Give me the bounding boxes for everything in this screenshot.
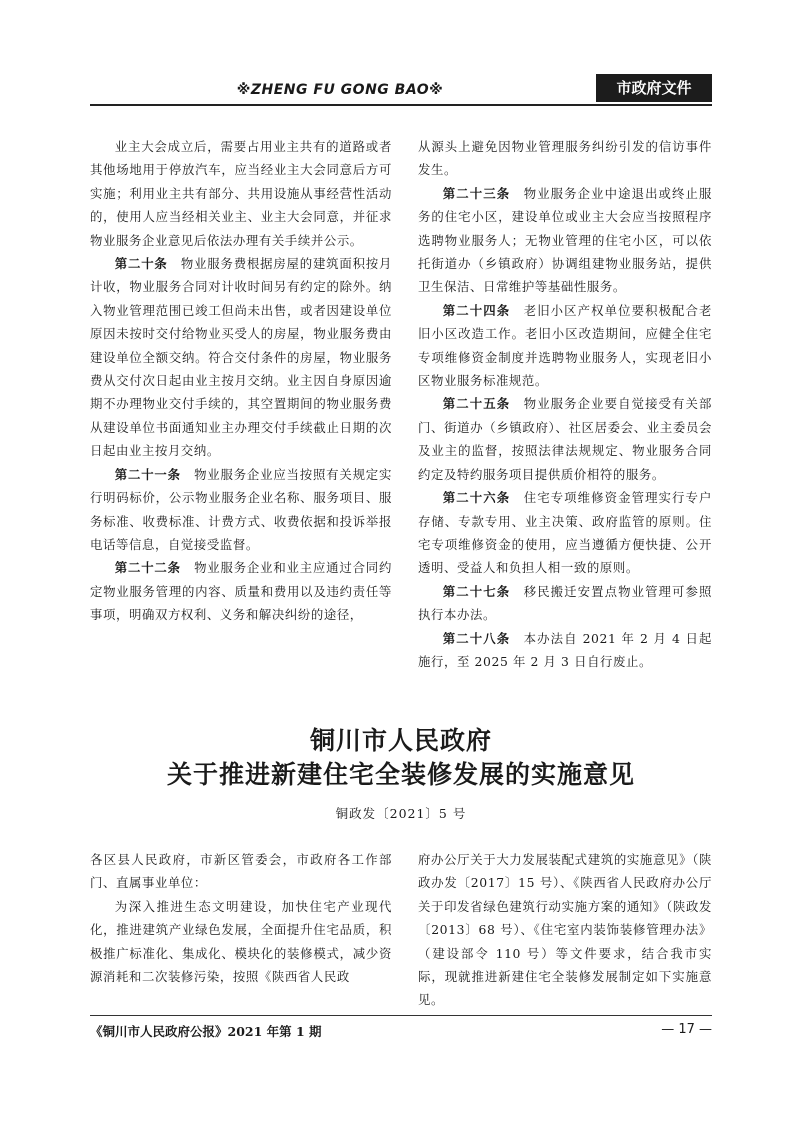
article-heading: 第二十六条 bbox=[442, 490, 511, 506]
article-21 bbox=[90, 463, 392, 557]
issuing-authority: 铜川市人民政府 bbox=[309, 726, 492, 755]
article-20 bbox=[90, 252, 392, 463]
article-heading: 第二十一条 bbox=[114, 466, 181, 482]
bottom-left-column bbox=[90, 848, 392, 988]
section-badge: 市政府文件 bbox=[596, 74, 712, 102]
document-title: 关于推进新建住宅全装修发展的实施意见 bbox=[166, 760, 635, 789]
salutation: 各区县人民政府，市新区管委会，市政府各工作部门、直属事业单位： bbox=[90, 852, 392, 891]
article-27 bbox=[418, 580, 712, 627]
top-right-column bbox=[418, 135, 712, 673]
top-left-column bbox=[90, 135, 392, 627]
article-body: 移民搬迁安置点物业管理可参照执行本办法。 bbox=[418, 583, 712, 623]
article-body: 本办法自 2021 年 2 月 4 日起施行，至 2025 年 2 月 3 日自行废止。 bbox=[418, 630, 712, 669]
paragraph: 业主大会成立后，需要占用业主共有的道路或者其他场地用于停放汽车，应当经业主大会同意后方可实施；利用业主共有部分、共用设施从事经营性活动的，使用人应当经相关业主、业主大会同意，并征求物业服务企业意见后依法办理有关手续并公示。 bbox=[90, 139, 392, 248]
article-heading: 第二十二条 bbox=[114, 560, 181, 576]
article-28 bbox=[418, 627, 712, 674]
page-number: — 17 — bbox=[661, 1022, 712, 1037]
article-body: 物业服务费根据房屋的建筑面积按月计收，物业服务合同对计收时间另有约定的除外。纳入物业管理范围已竣工但尚未出售，或者因建设单位原因未按时交付给物业买受人的房屋，物业服务费由建设单位全额交纳。符合交付条件的房屋，物业服务费从交付次日起由业主按月交纳。业主因自身原因逾期不办理物业交付手续的，其空置期间的物业服务费从建设单位书面通知业主办理交付手续截止日期的次日起由业主按月交纳。 bbox=[90, 256, 392, 459]
page-header bbox=[90, 74, 712, 104]
article-body: 老旧小区产权单位要积极配合老旧小区改造工作。老旧小区改造期间，应健全住宅专项维修资金制度并选聘物业服务人，实现老旧小区物业服务标准规范。 bbox=[418, 302, 712, 389]
article-25 bbox=[418, 392, 712, 486]
paragraph: 为深入推进生态文明建设，加快住宅产业现代化，推进建筑产业绿色发展，全面提升住宅品质，积极推广标准化、集成化、模块化的装修模式，减少资源消耗和二次装修污染，按照《陕西省人民政 bbox=[90, 898, 392, 985]
journal-title: ※ZHENG FU GONG BAO※ bbox=[236, 82, 444, 98]
article-26 bbox=[418, 486, 712, 580]
article-body: 物业服务企业中途退出或终止服务的住宅小区，建设单位或业主大会应当按照程序选聘物业服务人；无物业管理的住宅小区，可以依托街道办（乡镇政府）协调组建物业服务站，提供卫生保洁、日常维护等基础性服务。 bbox=[418, 185, 712, 295]
article-body: 物业服务企业要自觉接受有关部门、街道办（乡镇政府）、社区居委会、业主委员会及业主的监督，按照法律法规规定、物业服务合同约定及特约服务项目提供质价相符的服务。 bbox=[418, 396, 712, 482]
article-heading: 第二十四条 bbox=[442, 302, 511, 318]
header-divider bbox=[90, 104, 712, 106]
paragraph: 府办公厅关于大力发展装配式建筑的实施意见》（陕政办发〔2017〕15 号）、《陕西省人民政府办公厅关于印发省绿色建筑行动实施方案的通知》（陕政发〔2013〕68 号）、《住宅室内装饰装修管理办法》（建设部令 110 号）等文件要求，结合我市实际，现就推进新建住宅全装修发展制定如下实施意见。 bbox=[418, 852, 712, 1008]
article-22 bbox=[90, 556, 392, 626]
article-23 bbox=[418, 182, 712, 299]
article-heading: 第二十三条 bbox=[442, 185, 511, 201]
bottom-right-column bbox=[418, 848, 712, 1012]
article-24 bbox=[418, 299, 712, 393]
document-number: 铜政发〔2021〕5 号 bbox=[335, 806, 467, 821]
publication-info: 《铜川市人民政府公报》2021 年第 1 期 bbox=[90, 1024, 322, 1039]
article-heading: 第二十条 bbox=[114, 256, 168, 272]
notice-title bbox=[90, 724, 712, 792]
article-body: 物业服务企业应当按照有关规定实行明码标价，公示物业服务企业名称、服务项目、服务标准、收费标准、计费方式、收费依据和投诉举报电话等信息，自觉接受监督。 bbox=[90, 466, 393, 552]
article-heading: 第二十八条 bbox=[442, 630, 511, 646]
article-heading: 第二十七条 bbox=[442, 583, 511, 599]
footer-divider bbox=[90, 1015, 712, 1016]
article-body: 物业服务企业和业主应通过合同约定物业服务管理的内容、质量和费用以及违约责任等事项，明确双方权利、义务和解决纠纷的途径， bbox=[90, 560, 393, 623]
article-body: 住宅专项维修资金管理实行专户存储、专款专用、业主决策、政府监管的原则。住宅专项维修资金的使用，应当遵循方便快捷、公开透明、受益人和负担人相一致的原则。 bbox=[418, 490, 712, 576]
article-heading: 第二十五条 bbox=[442, 396, 511, 412]
paragraph: 从源头上避免因物业管理服务纠纷引发的信访事件发生。 bbox=[418, 139, 712, 178]
